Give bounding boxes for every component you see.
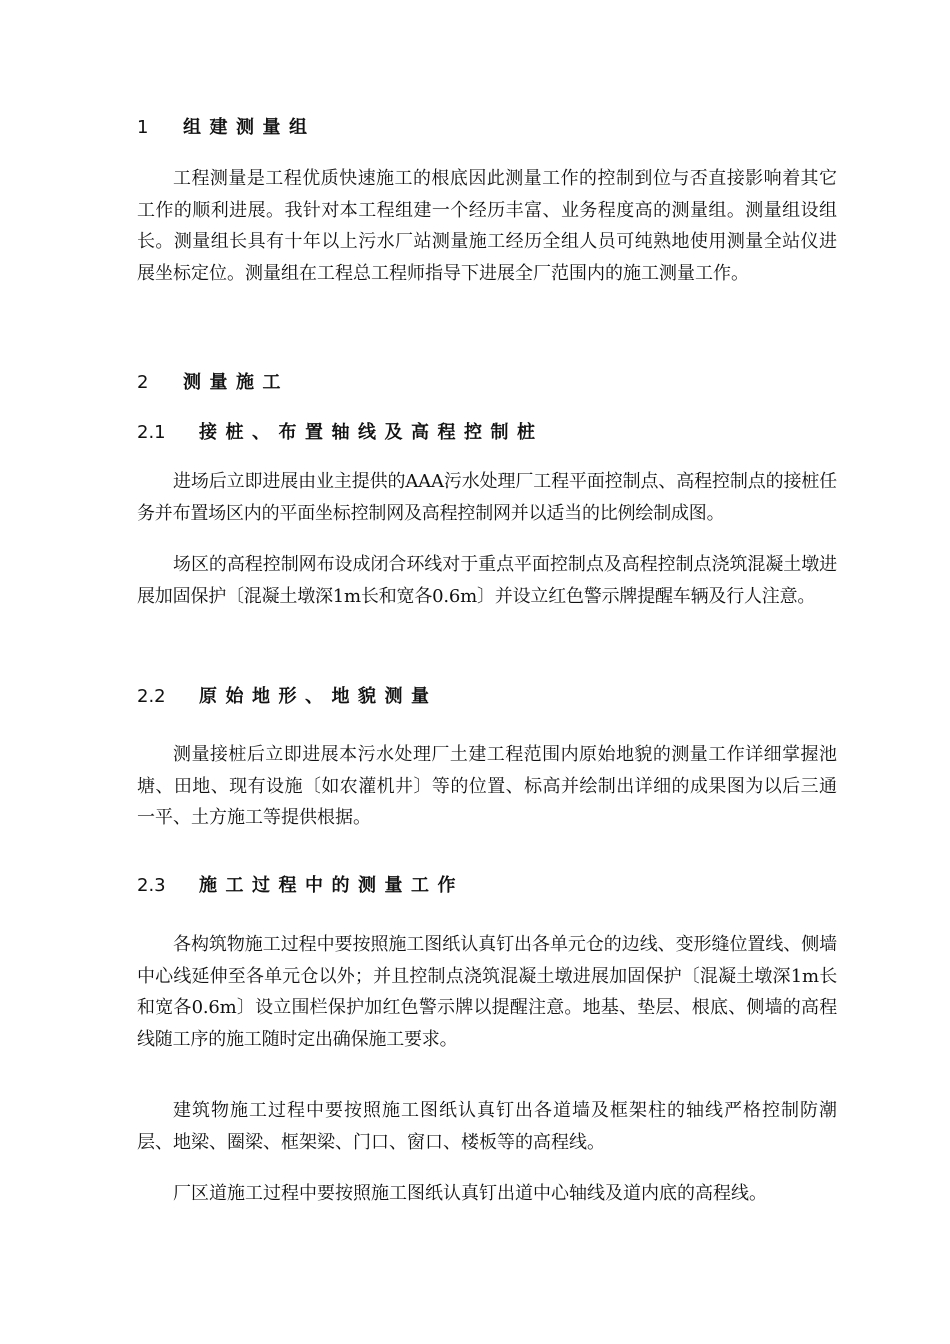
section-heading-2-2 bbox=[137, 685, 438, 709]
section-heading-1 bbox=[137, 116, 316, 140]
paragraph: 各构筑物施工过程中要按照施工图纸认真钉出各单元仓的边线、变形缝位置线、侧墙中心线延伸至各单元仓以外；并且控制点浇筑混凝土墩进展加固保护〔混凝土墩深1m长和宽各0.6m〕设立围栏保护加红色警示牌以提醒注意。地基、垫层、根底、侧墙的高程线随工序的施工随时定出确保施工要求。 bbox=[137, 934, 837, 1050]
section-title: 组建测量组 bbox=[183, 117, 316, 138]
paragraph: 场区的高程控制网布设成闭合环线对于重点平面控制点及高程控制点浇筑混凝土墩进展加固保护〔混凝土墩深1m长和宽各0.6m〕并设立红色警示牌提醒车辆及行人注意。 bbox=[137, 554, 837, 607]
section-heading-2-3 bbox=[137, 874, 464, 898]
paragraph: 建筑物施工过程中要按照施工图纸认真钉出各道墙及框架柱的轴线严格控制防潮层、地梁、圈梁、框架梁、门口、窗口、楼板等的高程线。 bbox=[137, 1100, 837, 1153]
paragraph: 工程测量是工程优质快速施工的根底因此测量工作的控制到位与否直接影响着其它工作的顺利进展。我针对本工程组建一个经历丰富、业务程度高的测量组。测量组设组长。测量组长具有十年以上污水厂站测量施工经历全组人员可纯熟地使用测量全站仪进展坐标定位。测量组在工程总工程师指导下进展全厂范围内的施工测量工作。 bbox=[137, 168, 837, 284]
section-title: 原始地形、地貌测量 bbox=[199, 686, 438, 707]
section-number: 2.1 bbox=[137, 422, 166, 443]
section-number: 2 bbox=[137, 372, 149, 393]
section-number: 1 bbox=[137, 117, 149, 138]
section-heading-2-1 bbox=[137, 421, 544, 445]
section-heading-2 bbox=[137, 371, 289, 395]
paragraph: 测量接桩后立即进展本污水处理厂土建工程范围内原始地貌的测量工作详细掌握池塘、田地、现有设施〔如农灌机井〕等的位置、标高并绘制出详细的成果图为以后三通一平、土方施工等提供根据。 bbox=[137, 744, 837, 828]
paragraph: 进场后立即进展由业主提供的AAA污水处理厂工程平面控制点、高程控制点的接桩任务并布置场区内的平面坐标控制网及高程控制网并以适当的比例绘制成图。 bbox=[137, 471, 837, 524]
section-number: 2.3 bbox=[137, 875, 166, 896]
section-title: 施工过程中的测量工作 bbox=[199, 875, 464, 896]
paragraph: 厂区道施工过程中要按照施工图纸认真钉出道中心轴线及道内底的高程线。 bbox=[173, 1183, 767, 1204]
section-title: 测量施工 bbox=[183, 372, 289, 393]
section-title: 接桩、布置轴线及高程控制桩 bbox=[199, 422, 544, 443]
section-number: 2.2 bbox=[137, 686, 166, 707]
